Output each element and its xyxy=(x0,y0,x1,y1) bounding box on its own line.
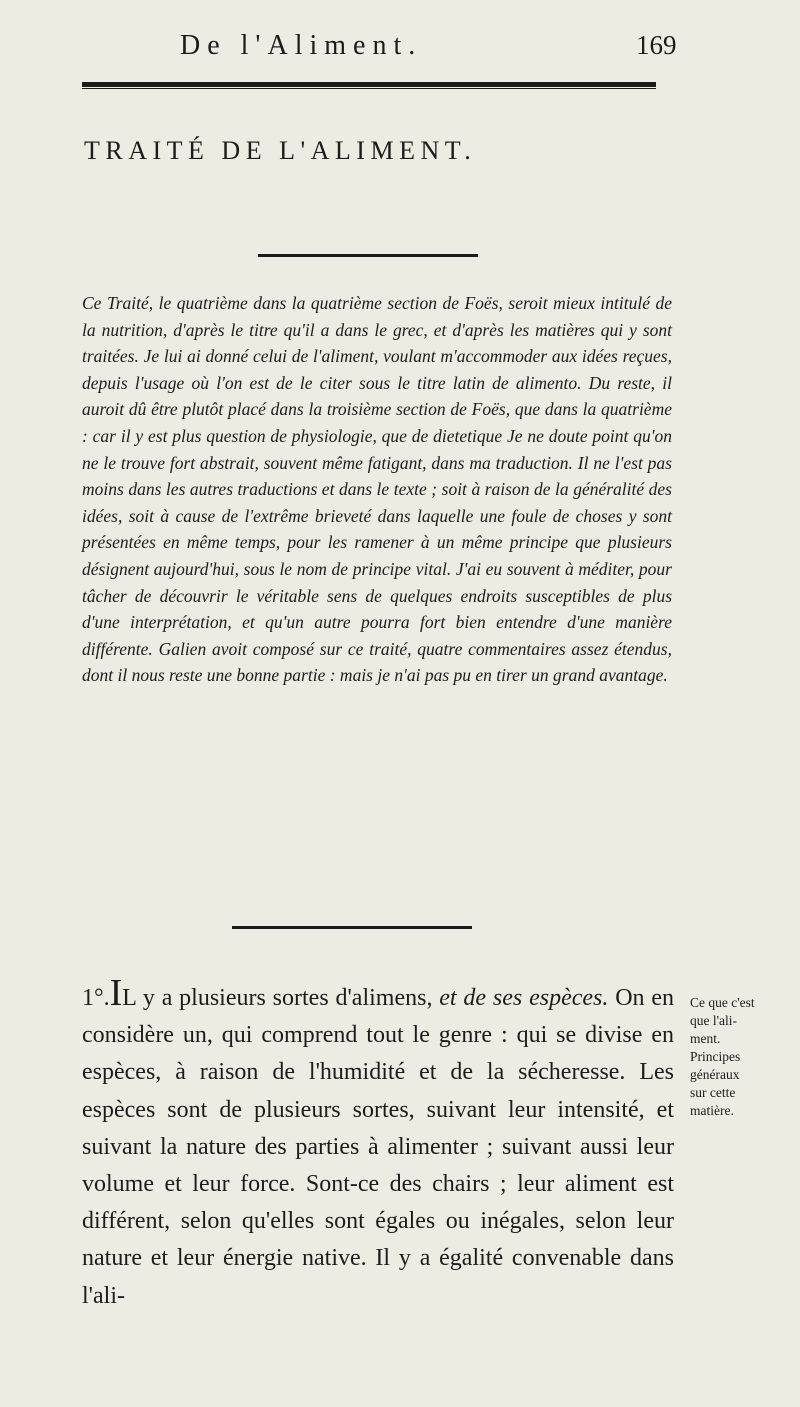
main-text-start: L y a plusieurs sortes d'alimens, xyxy=(122,985,440,1011)
ornament-rule-bottom xyxy=(232,926,472,929)
margin-note-line: matière. xyxy=(690,1103,734,1118)
running-head-title: De l'Aliment. xyxy=(180,30,423,61)
margin-note-line: Ce que c'est xyxy=(690,995,755,1010)
page-number: 169 xyxy=(636,30,677,60)
header-rule-thick xyxy=(82,82,656,87)
ornament-rule-top xyxy=(258,254,478,257)
drop-cap: I xyxy=(109,972,123,1014)
treatise-title: TRAITÉ DE L'ALIMENT. xyxy=(84,136,477,165)
translator-introduction: Ce Traité, le quatrième dans la quatrième section de Foës, seroit mieux intitulé de la nutrition, d'après le titre qu'il a dans le grec, et d'après les matières qui y sont traitées. Je lui ai donné celui de l'aliment, voulant m'accommoder aux idées reçues, depuis l'usage où l'on est de le citer sous le titre latin de alimento. Du reste, il auroit dû être plutôt placé dans la troisième section de Foës, que dans la quatrième : car il y est plus question de physiologie, que de dietetique Je ne doute point qu'on ne le trouve fort abstrait, souvent même fatigant, dans ma traduction. Il ne l'est pas moins dans les autres traductions et dans le texte ; soit à raison de la généralité des idées, soit à cause de l'extrême brieveté dans laquelle une foule de choses y sont présentées en même temps, pour les ramener à un même principe que plusieurs désignent aujourd'hui, sous le nom de principe vital. J'ai eu souvent à méditer, pour tâcher de découvrir le véritable sens de quelques endroits susceptibles de plus d'une interprétation, et qu'un autre pourra fort bien entendre d'une manière différente. Galien avoit composé sur ce traité, quatre commentaires assez étendus, dont il nous reste une bonne partie : mais je n'ai pas pu en tirer un grand avantage. xyxy=(82,293,672,686)
main-text-rest: On en considère un, qui comprend tout le genre : qui se divise en espèces, à raison de l'humidité et de la sécheresse. Les espèces sont de plusieurs sortes, suivant leur intensité, et suivant la nature des parties à alimenter ; suivant aussi leur volume et leur force. Sont-ce des chairs ; leur aliment est différent, selon qu'elles sont égales ou inégales, selon leur nature et leur énergie native. Il y a égalité convenable dans l'ali- xyxy=(82,985,674,1309)
margin-note-line: sur cette xyxy=(690,1085,736,1100)
header-rule-thin xyxy=(82,88,656,89)
margin-note-line: ment. xyxy=(690,1031,721,1046)
margin-note xyxy=(690,994,782,1120)
margin-note-line: généraux xyxy=(690,1067,740,1082)
section-number: 1°. xyxy=(82,985,110,1011)
margin-note-line: que l'ali- xyxy=(690,1013,738,1028)
margin-note-line: Principes xyxy=(690,1049,741,1064)
main-text-paragraph xyxy=(82,972,674,1315)
main-text-italic: et de ses espèces. xyxy=(439,985,609,1011)
